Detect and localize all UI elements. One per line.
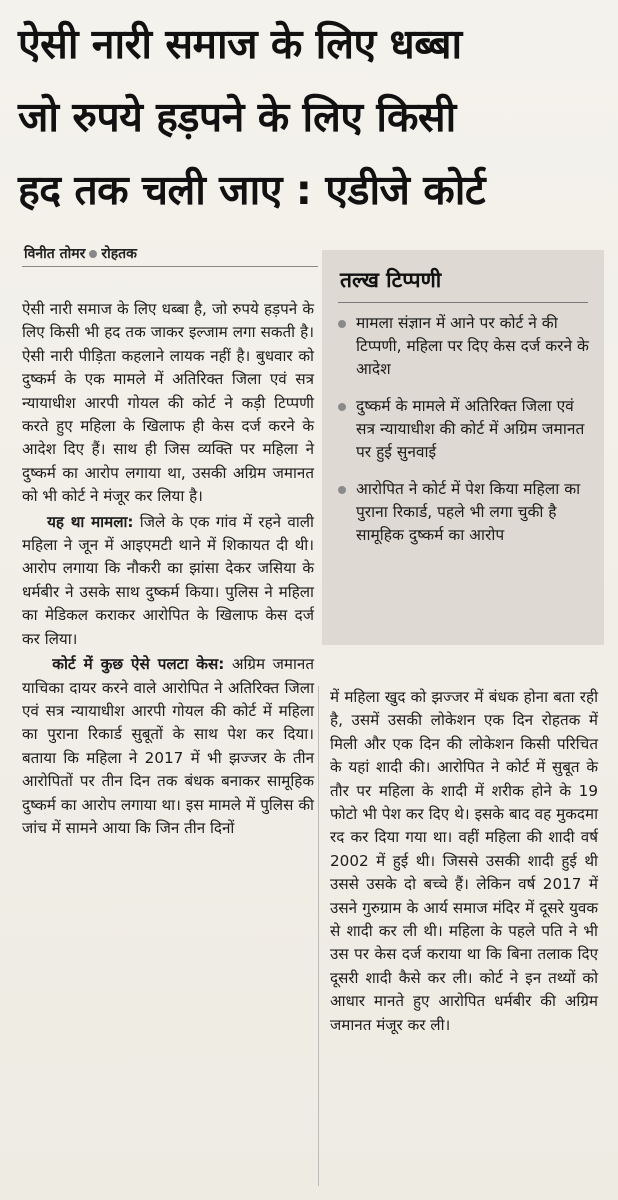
sidebar-item — [336, 478, 592, 547]
sidebar-item-text: दुष्कर्म के मामले में अतिरिक्त जिला एवं सत्र न्यायाधीश की कोर्ट में अग्रिम जमानत पर हुई सुनवाई — [356, 397, 585, 461]
headline-line-3: हद तक चली जाए : एडीजे कोर्ट — [18, 166, 486, 214]
sidebar-title: तल्ख टिप्पणी — [340, 268, 442, 292]
bullet-dot-icon — [338, 403, 346, 411]
sidebar-item — [336, 312, 592, 381]
section-2-heading: कोर्ट में कुछ ऐसे पलटा केस: — [52, 655, 225, 674]
byline-author: विनीत तोमर — [24, 246, 86, 262]
sidebar-box — [322, 250, 604, 645]
article-right-column — [330, 686, 598, 1037]
sidebar-item-text: मामला संज्ञान में आने पर कोर्ट ने की टिप्पणी, महिला पर दिए केस दर्ज करने के आदेश — [356, 314, 589, 378]
headline — [18, 8, 608, 227]
article-section-1 — [22, 511, 314, 651]
article-intro: ऐसी नारी समाज के लिए धब्बा है, जो रुपये हड़पने के लिए किसी भी हद तक जाकर इल्जाम लगा सकती है। ऐसी नारी पीड़िता कहलाने लायक नहीं है। बुधवार को दुष्कर्म के एक मामले में अतिरिक्त जिला एवं सत्र न्यायाधीश आरपी गोयल की कोर्ट ने कड़ी टिप्पणी करते हुए महिला के खिलाफ ही केस दर्ज करने के आदेश दिए हैं। साथ ही जिस व्यक्ति पर महिला ने दुष्कर्म का आरोप लगाया था, उसकी अग्रिम जमानत को भी कोर्ट ने मंजूर कर लिया है। — [22, 300, 314, 506]
sidebar-item — [336, 395, 592, 464]
sidebar-item-text: आरोपित ने कोर्ट में पेश किया महिला का पुराना रिकार्ड, पहले भी लगा चुकी है सामूहिक दुष्कर्म का आरोप — [356, 480, 581, 544]
section-1-text: जिले के एक गांव में रहने वाली महिला ने जून में आइएमटी थाने में शिकायत दी थी। आरोप लगाया कि नौकरी का झांसा देकर जसिया के धर्मबीर ने उसके साथ दुष्कर्म किया। पुलिस ने महिला का मेडिकल कराकर आरोपित के खिलाफ केस दर्ज कर लिया। — [22, 512, 314, 648]
bullet-dot-icon — [89, 250, 97, 258]
byline-divider — [22, 266, 318, 267]
byline — [24, 244, 137, 263]
headline-line-1: ऐसी नारी समाज के लिए धब्बा — [18, 20, 462, 68]
article-continuation: में महिला खुद को झज्जर में बंधक होना बता रही है, उसमें उसकी लोकेशन एक दिन रोहतक में मिली और एक दिन की लोकेशन किसी परिचित के यहां शादी की। आरोपित ने कोर्ट में सुबूत के तौर पर महिला के शादी में शरीक होने के 19 फोटो भी पेश कर दिए थे। इसके बाद वह मुकदमा रद कर दिया गया था। वहीं महिला की शादी वर्ष 2002 में हुई थी। जिससे उसकी शादी हुई थी उससे उसके दो बच्चे हैं। लेकिन वर्ष 2017 में उसने गुरुग्राम के आर्य समाज मंदिर में दूसरे युवक से शादी कर ली थी। महिला के पहले पति ने भी उस पर केस दर्ज कराया था कि बिना तलाक दिए दूसरी शादी कैसे कर ली। कोर्ट ने इन तथ्यों को आधार मानते हुए आरोपित धर्मबीर की अग्रिम जमानत मंजूर कर ली। — [330, 688, 598, 1034]
section-2-text: अग्रिम जमानत याचिका दायर करने वाले आरोपित ने अतिरिक्त जिला एवं सत्र न्यायाधीश आरपी गोयल की कोर्ट में महिला का पुराना रिकार्ड सुबूतों के साथ पेश कर दिया। बताया कि महिला ने 2017 में भी झज्जर के तीन आरोपितों पर तीन दिन तक बंधक बनाकर सामूहिक दुष्कर्म का आरोप लगाया था। इस मामले में पुलिस की जांच में सामने आया कि जिन तीन दिनों — [22, 655, 314, 837]
article-section-2 — [22, 653, 314, 840]
bullet-dot-icon — [338, 486, 346, 494]
sidebar-divider — [338, 302, 588, 303]
sidebar-list — [336, 312, 592, 561]
headline-line-2: जो रुपये हड़पने के लिए किसी — [18, 93, 456, 141]
article-left-column — [22, 298, 314, 840]
byline-location: रोहतक — [101, 246, 137, 262]
section-1-heading: यह था मामला: — [47, 512, 134, 531]
column-divider — [318, 686, 319, 1186]
bullet-dot-icon — [338, 320, 346, 328]
